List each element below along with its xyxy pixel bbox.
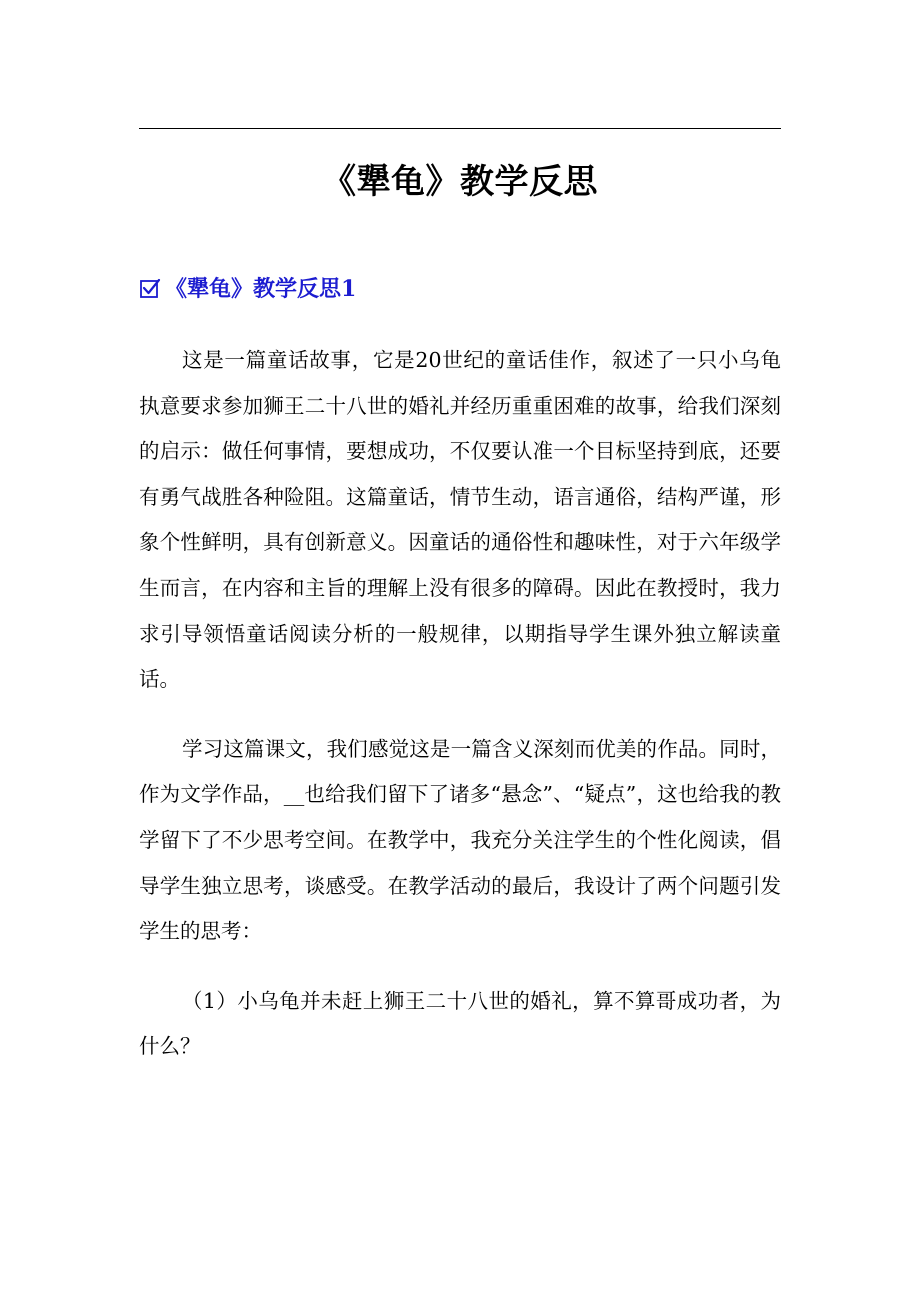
document-title: 《犟龟》教学反思 <box>322 162 598 202</box>
section-heading-text: 《犟龟》教学反思1 <box>165 276 357 302</box>
paragraph-3: （1）小乌龟并未赶上狮王二十八世的婚礼，算不算哥成功者，为什么？ <box>139 988 781 1059</box>
document-body <box>139 338 781 1070</box>
top-divider <box>139 128 781 129</box>
checkbox-checked-icon <box>139 278 161 300</box>
paragraph-2: 学习这篇课文，我们感觉这是一篇含义深刻而优美的作品。同时，作为文学作品，__也给我们留下了诸多“悬念”、“疑点”，这也给我的教学留下了不少思考空间。在教学中，我充分关注学生的个性化阅读，倡导学生独立思考，谈感受。在教学活动的最后，我设计了两个问题引发学生的思考： <box>139 736 781 944</box>
section-heading <box>139 272 781 306</box>
paragraph-1: 这是一篇童话故事，它是20世纪的童话佳作，叙述了一只小乌龟执意要求参加狮王二十八世的婚礼并经历重重困难的故事，给我们深刻的启示：做任何事情，要想成功，不仅要认准一个目标坚持到底，还要有勇气战胜各种险阻。这篇童话，情节生动，语言通俗，结构严谨，形象个性鲜明，具有创新意义。因童话的通俗性和趣味性，对于六年级学生而言，在内容和主旨的理解上没有很多的障碍。因此在教授时，我力求引导领悟童话阅读分析的一般规律，以期指导学生课外独立解读童话。 <box>139 348 781 692</box>
